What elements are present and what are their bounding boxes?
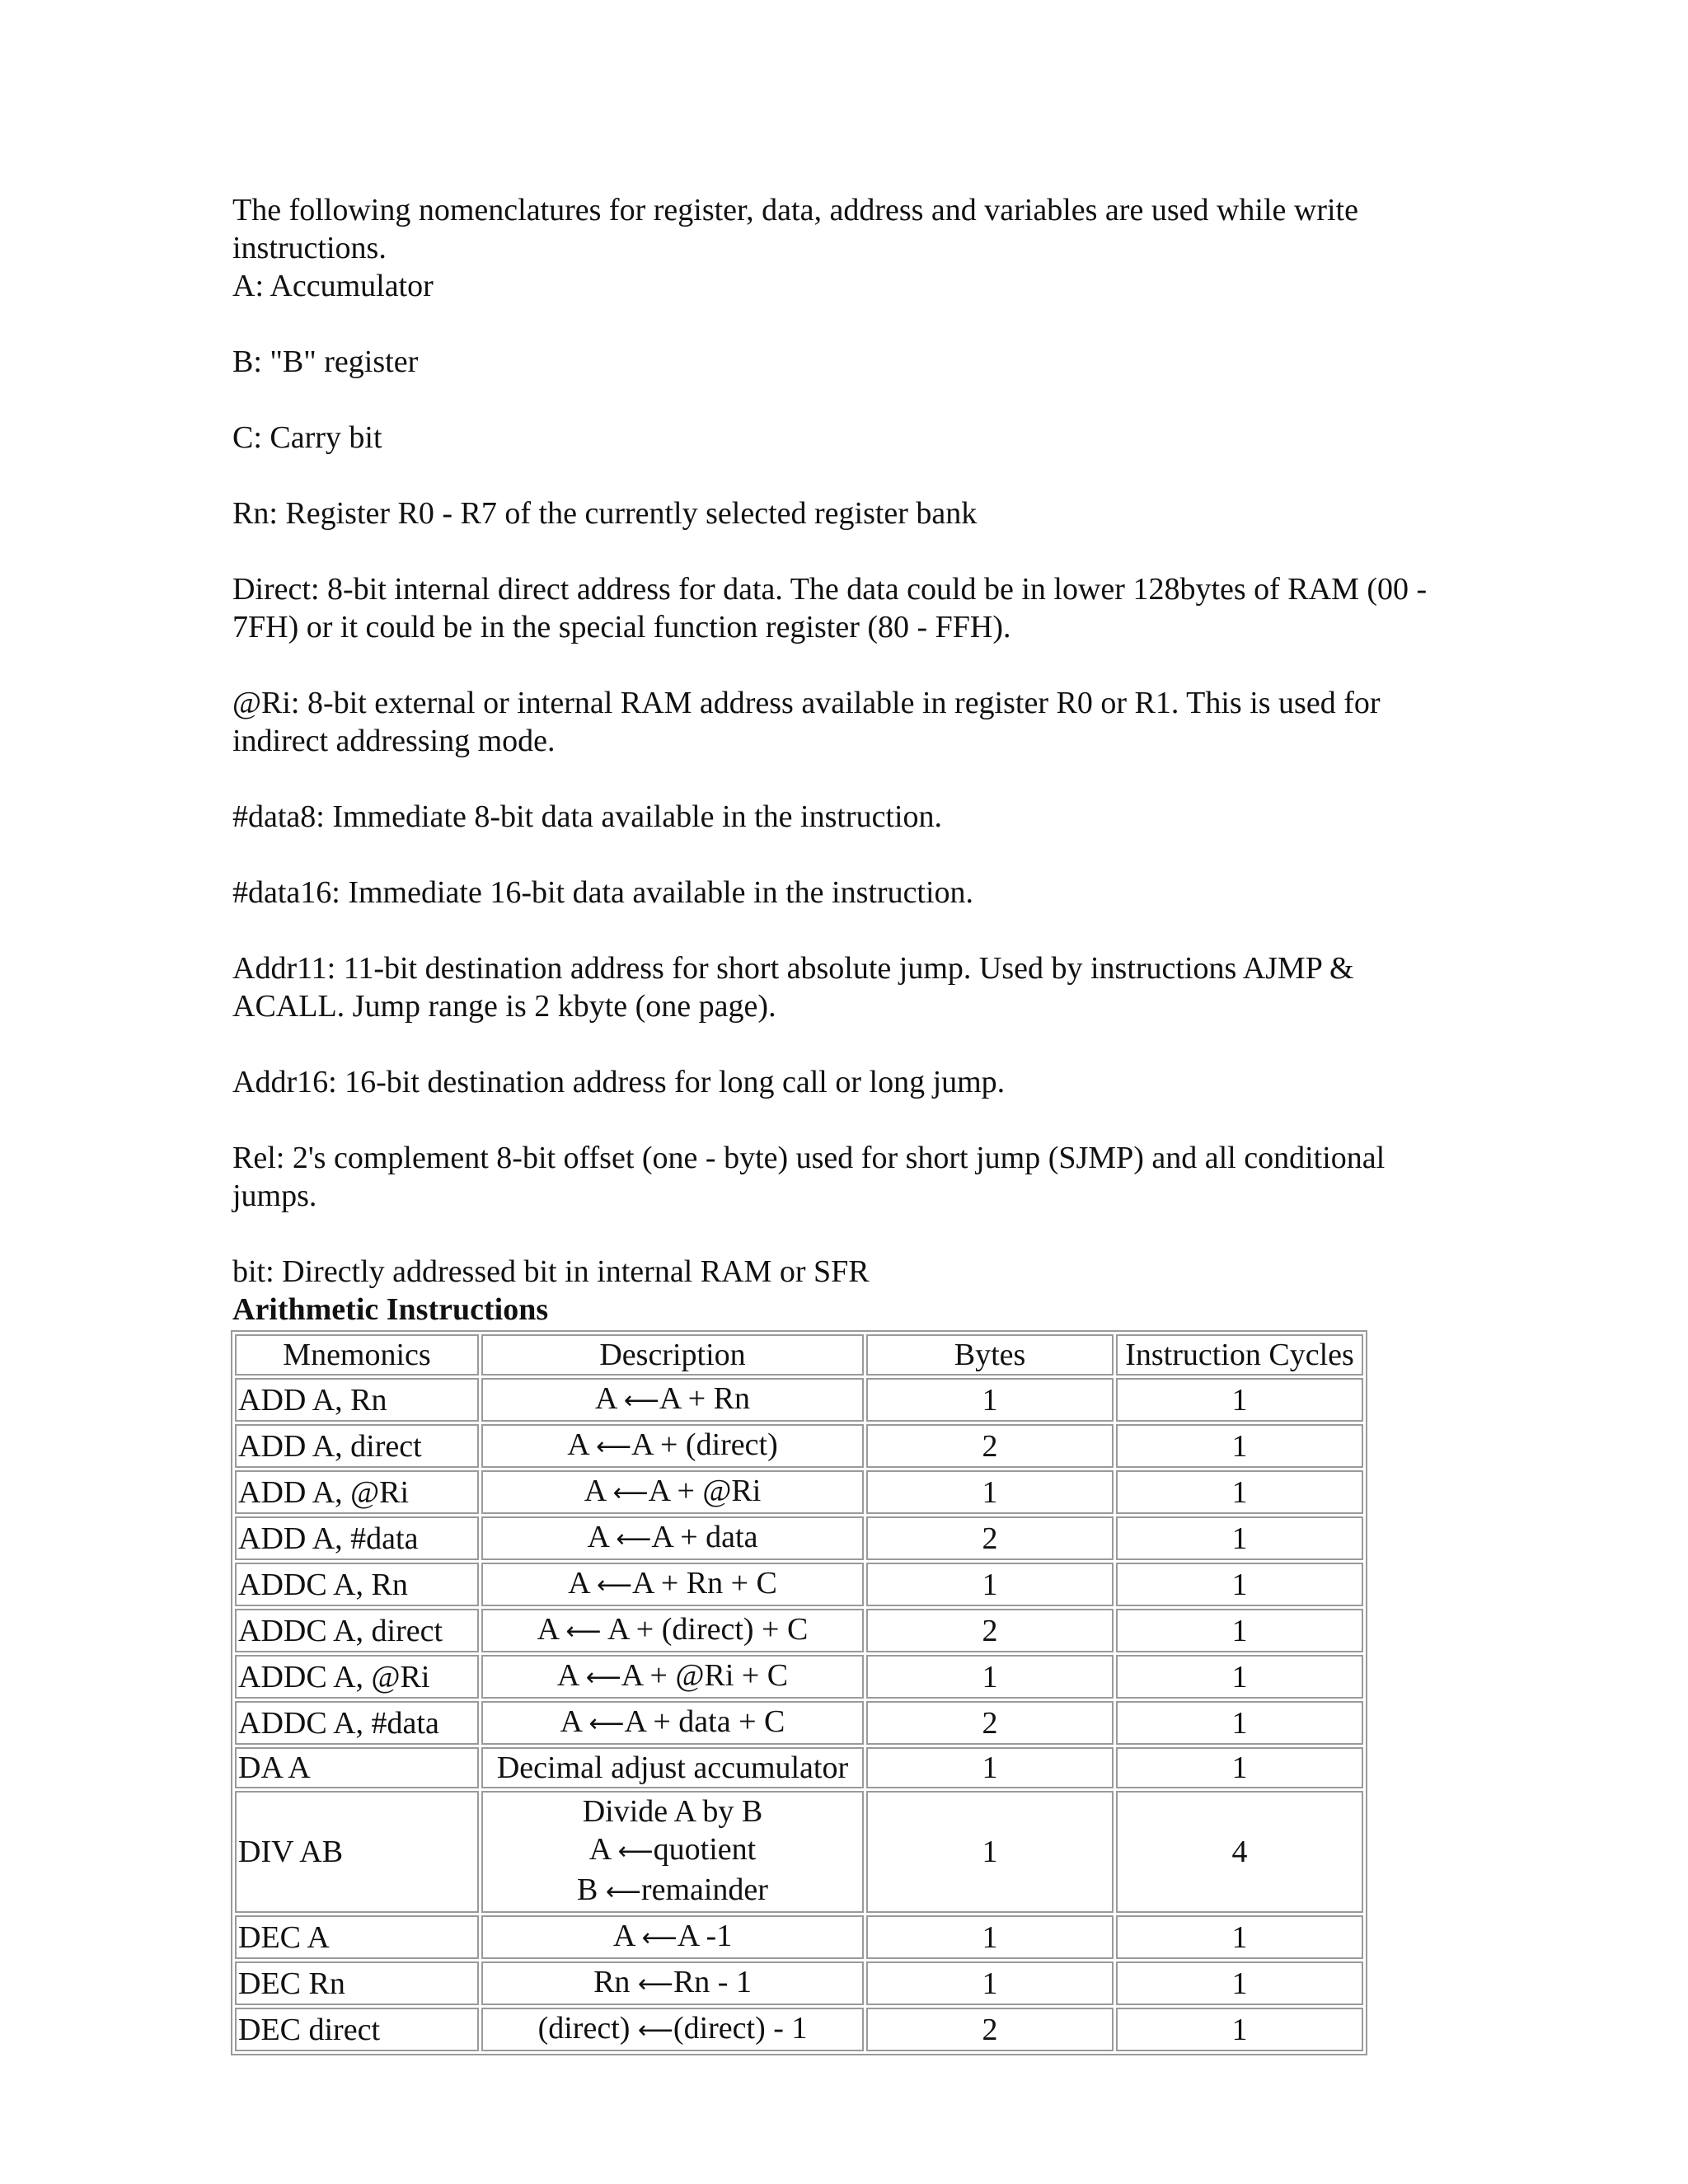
- cell-instruction-cycles: 1: [1116, 1655, 1363, 1699]
- table-body: [235, 1378, 1363, 2051]
- cell-mnemonic: ADDC A, #data: [235, 1701, 479, 1745]
- header-description: Description: [481, 1334, 864, 1376]
- cell-description: [481, 1378, 864, 1422]
- left-arrow-icon: ⟵: [612, 1479, 649, 1507]
- operand-expression: A + data: [651, 1520, 758, 1554]
- cell-description: [481, 1915, 864, 1959]
- cell-mnemonic: ADDC A, Rn: [235, 1563, 479, 1606]
- table-row: [235, 1516, 1363, 1560]
- cell-mnemonic: ADD A, @Ri: [235, 1470, 479, 1514]
- description-line: [485, 1830, 860, 1871]
- operand-destination: (direct): [537, 2011, 638, 2046]
- cell-mnemonic: DIV AB: [235, 1791, 479, 1913]
- cell-bytes: 1: [866, 1791, 1114, 1913]
- header-instruction-cycles: Instruction Cycles: [1116, 1334, 1363, 1376]
- operand-destination: A: [587, 1520, 617, 1554]
- operand-expression: (direct) - 1: [673, 2011, 808, 2046]
- cell-description: [481, 1791, 864, 1913]
- table-row: [235, 1791, 1363, 1913]
- cell-bytes: 1: [866, 1470, 1114, 1514]
- cell-bytes: 1: [866, 1655, 1114, 1699]
- header-mnemonics: Mnemonics: [235, 1334, 479, 1376]
- table-row: [235, 1747, 1363, 1788]
- operand-expression: A + @Ri + C: [621, 1658, 789, 1693]
- operand-expression: A + @Ri: [648, 1474, 762, 1508]
- operand-expression: A -1: [677, 1919, 733, 1953]
- operand-destination: A: [584, 1474, 613, 1508]
- cell-bytes: 1: [866, 1961, 1114, 2005]
- cell-mnemonic: ADD A, Rn: [235, 1378, 479, 1422]
- cell-instruction-cycles: 1: [1116, 1701, 1363, 1745]
- operand-destination: A: [560, 1704, 589, 1739]
- left-arrow-icon: ⟵: [596, 1571, 632, 1600]
- cell-mnemonic: ADDC A, direct: [235, 1609, 479, 1652]
- operand-destination: A: [556, 1658, 586, 1693]
- cell-mnemonic: ADD A, #data: [235, 1516, 479, 1560]
- section-title: Arithmetic Instructions: [232, 1292, 549, 1327]
- operand-expression: quotient: [653, 1832, 757, 1867]
- cell-description: [481, 1609, 864, 1652]
- cell-mnemonic: DA A: [235, 1747, 479, 1788]
- cell-description: [481, 1701, 864, 1745]
- cell-bytes: 2: [866, 1701, 1114, 1745]
- cell-mnemonic: ADD A, direct: [235, 1424, 479, 1468]
- definition-addr11: Addr11: 11-bit destination address for short absolute jump. Used by instructions AJMP & ACALL. Jump range is 2 kbyte (one page).: [232, 951, 1354, 1024]
- cell-instruction-cycles: 1: [1116, 1424, 1363, 1468]
- header-bytes: Bytes: [866, 1334, 1114, 1376]
- cell-mnemonic: DEC A: [235, 1915, 479, 1959]
- arithmetic-instructions-table: [231, 1330, 1367, 2055]
- cell-description: [481, 1747, 864, 1788]
- left-arrow-icon: ⟵: [585, 1663, 621, 1692]
- left-arrow-icon: ⟵: [637, 1970, 673, 1999]
- definition-direct: Direct: 8-bit internal direct address for data. The data could be in lower 128bytes of RAM (00 - 7FH) or it could be in the special function register (80 - FFH).: [232, 572, 1428, 644]
- definition-b-register: B: "B" register: [232, 344, 419, 379]
- document-page: [232, 191, 1469, 2055]
- operand-expression: A + (direct) + C: [601, 1612, 809, 1647]
- cell-instruction-cycles: 1: [1116, 1516, 1363, 1560]
- cell-mnemonic: ADDC A, @Ri: [235, 1655, 479, 1699]
- operand-destination: A: [612, 1919, 642, 1953]
- left-arrow-icon: ⟵: [588, 1709, 625, 1738]
- left-arrow-icon: ⟵: [565, 1617, 602, 1646]
- table-row: [235, 1961, 1363, 2005]
- intro-paragraph: The following nomenclatures for register, data, address and variables are used while write instructions.: [232, 193, 1358, 265]
- cell-description: [481, 1516, 864, 1560]
- definition-rel: Rel: 2's complement 8-bit offset (one - byte) used for short jump (SJMP) and all conditional jumps.: [232, 1141, 1386, 1213]
- table-row: [235, 2008, 1363, 2051]
- left-arrow-icon: ⟵: [637, 2016, 673, 2045]
- cell-instruction-cycles: 1: [1116, 2008, 1363, 2051]
- left-arrow-icon: ⟵: [617, 1837, 654, 1866]
- definition-data16: #data16: Immediate 16-bit data available in the instruction.: [232, 875, 974, 910]
- cell-mnemonic: DEC direct: [235, 2008, 479, 2051]
- cell-description: [481, 1655, 864, 1699]
- cell-instruction-cycles: 4: [1116, 1791, 1363, 1913]
- cell-description: [481, 1470, 864, 1514]
- operand-destination: A: [588, 1832, 618, 1867]
- operand-expression: Rn - 1: [673, 1965, 752, 1999]
- cell-description: [481, 1563, 864, 1606]
- cell-instruction-cycles: 1: [1116, 1609, 1363, 1652]
- operand-expression: remainder: [640, 1872, 768, 1907]
- table-header-row: [235, 1334, 1363, 1376]
- cell-bytes: 2: [866, 1609, 1114, 1652]
- left-arrow-icon: ⟵: [616, 1525, 652, 1554]
- cell-instruction-cycles: 1: [1116, 1915, 1363, 1959]
- table-row: [235, 1609, 1363, 1652]
- cell-instruction-cycles: 1: [1116, 1961, 1363, 2005]
- table-row: [235, 1563, 1363, 1606]
- cell-description: [481, 2008, 864, 2051]
- definition-addr16: Addr16: 16-bit destination address for long call or long jump.: [232, 1065, 1006, 1099]
- left-arrow-icon: ⟵: [623, 1386, 659, 1415]
- table-row: [235, 1378, 1363, 1422]
- operand-destination: A: [537, 1612, 566, 1647]
- cell-bytes: 1: [866, 1378, 1114, 1422]
- cell-mnemonic: DEC Rn: [235, 1961, 479, 2005]
- table-row: [235, 1701, 1363, 1745]
- cell-description: [481, 1424, 864, 1468]
- operand-destination: B: [577, 1872, 606, 1907]
- table-row: [235, 1915, 1363, 1959]
- definition-ri: @Ri: 8-bit external or internal RAM address available in register R0 or R1. This is used for indirect addressing mode.: [232, 686, 1381, 758]
- operand-destination: A: [567, 1427, 597, 1462]
- definition-bit: bit: Directly addressed bit in internal RAM or SFR: [232, 1254, 870, 1289]
- operand-expression: A + Rn + C: [631, 1566, 777, 1601]
- description-line: Divide A by B: [582, 1794, 763, 1829]
- table-row: [235, 1424, 1363, 1468]
- cell-bytes: 2: [866, 1516, 1114, 1560]
- cell-instruction-cycles: 1: [1116, 1378, 1363, 1422]
- description-text: Decimal adjust accumulator: [496, 1750, 849, 1785]
- cell-bytes: 2: [866, 2008, 1114, 2051]
- left-arrow-icon: ⟵: [596, 1432, 632, 1461]
- description-line: [485, 1871, 860, 1911]
- cell-bytes: 1: [866, 1915, 1114, 1959]
- operand-expression: A + Rn: [659, 1381, 750, 1416]
- left-arrow-icon: ⟵: [605, 1877, 641, 1906]
- cell-instruction-cycles: 1: [1116, 1563, 1363, 1606]
- definition-rn: Rn: Register R0 - R7 of the currently selected register bank: [232, 496, 978, 531]
- operand-destination: A: [595, 1381, 624, 1416]
- operand-destination: Rn: [593, 1965, 638, 1999]
- cell-bytes: 1: [866, 1563, 1114, 1606]
- definition-accumulator: A: Accumulator: [232, 269, 434, 303]
- cell-bytes: 2: [866, 1424, 1114, 1468]
- left-arrow-icon: ⟵: [641, 1924, 678, 1952]
- cell-bytes: 1: [866, 1747, 1114, 1788]
- table-row: [235, 1655, 1363, 1699]
- cell-instruction-cycles: 1: [1116, 1470, 1363, 1514]
- operand-expression: A + data + C: [624, 1704, 785, 1739]
- table-row: [235, 1470, 1363, 1514]
- operand-destination: A: [568, 1566, 597, 1601]
- cell-instruction-cycles: 1: [1116, 1747, 1363, 1788]
- definition-data8: #data8: Immediate 8-bit data available in the instruction.: [232, 799, 943, 834]
- cell-description: [481, 1961, 864, 2005]
- definition-carry-bit: C: Carry bit: [232, 420, 382, 455]
- operand-expression: A + (direct): [631, 1427, 778, 1462]
